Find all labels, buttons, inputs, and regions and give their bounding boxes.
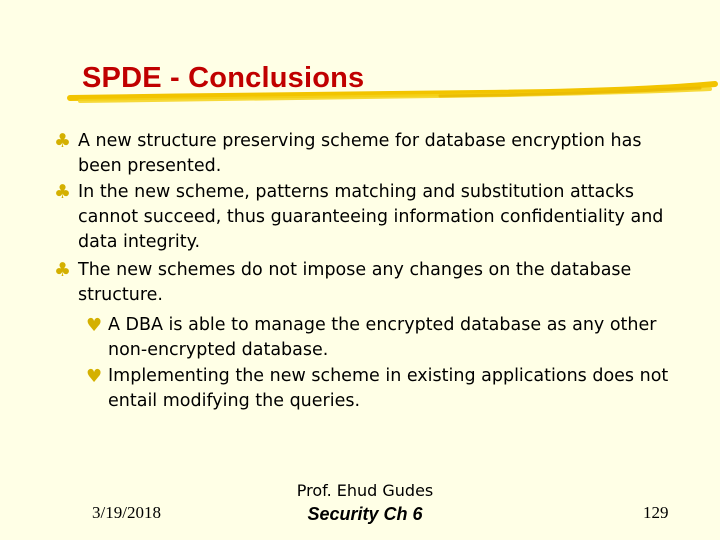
- club-icon: ♣: [54, 181, 72, 203]
- bullet-item: [54, 180, 678, 255]
- heart-icon: ♥: [86, 366, 103, 387]
- bullet-text: A new structure preserving scheme for database encryption has been presented.: [78, 131, 642, 176]
- bullet-item: [54, 258, 678, 308]
- sub-bullet-text: A DBA is able to manage the encrypted database as any other non-encrypted database.: [108, 315, 657, 360]
- page-number: 129: [643, 503, 669, 522]
- footer-center: [280, 480, 450, 526]
- footer-date: 3/19/2018: [92, 503, 161, 522]
- footer-author: Prof. Ehud Gudes: [296, 481, 434, 500]
- heart-icon: ♥: [86, 315, 103, 336]
- bullet-text: In the new scheme, patterns matching and substitution attacks cannot succeed, thus guaranteeing information confidentiality and data integrity.: [78, 182, 664, 252]
- club-icon: ♣: [54, 259, 72, 281]
- bullet-text: The new schemes do not impose any changes on the database structure.: [78, 260, 632, 305]
- slide-title: SPDE - Conclusions: [82, 62, 365, 94]
- footer-course: Security Ch 6: [307, 504, 423, 524]
- sub-bullet-item: [86, 313, 688, 363]
- club-icon: ♣: [54, 130, 72, 152]
- sub-bullet-text: Implementing the new scheme in existing applications does not entail modifying the queries.: [108, 366, 669, 411]
- bullet-item: [54, 129, 678, 179]
- sub-bullet-item: [86, 364, 688, 414]
